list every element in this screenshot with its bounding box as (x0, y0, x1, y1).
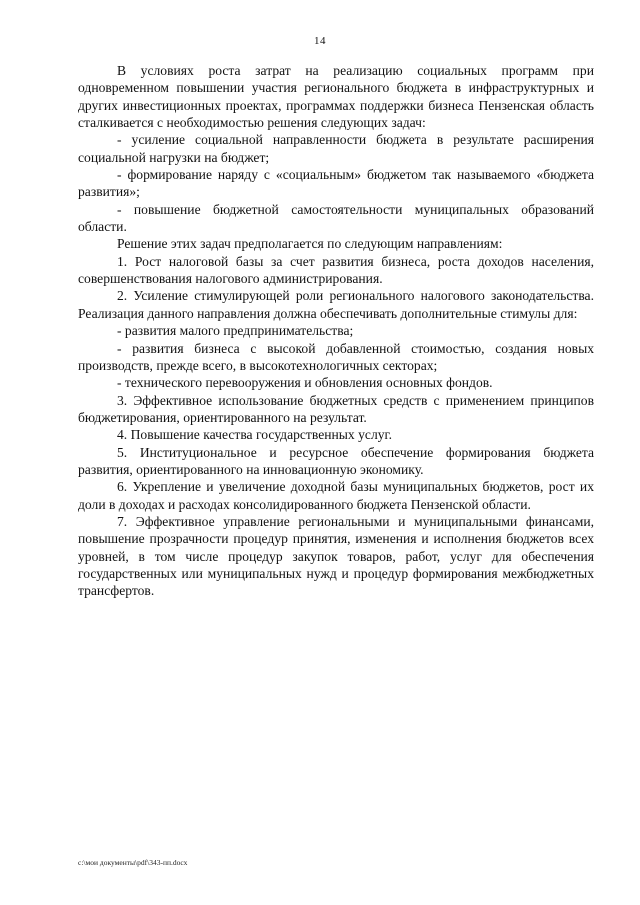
paragraph-direction-6: 6. Укрепление и увеличение доходной базы муниципальных бюджетов, рост их доли в доходах и расходах консолидированного бюджета Пензенской области. (78, 479, 594, 512)
paragraph-stimulus-2: - развития бизнеса с высокой добавленной стоимостью, создания новых производств, прежде всего, в высокотехнологичных секторах; (78, 340, 594, 373)
paragraph-directions-intro: Решение этих задач предполагается по следующим направлениям: (117, 236, 503, 252)
paragraph-direction-5: 5. Институциональное и ресурсное обеспечение формирования бюджета развития, ориентированного на инновационную экономику. (78, 444, 594, 477)
document-body (78, 62, 594, 600)
footer-file-path: c:\мои документы\pdf\343-пп.docx (78, 858, 188, 867)
paragraph-direction-1: 1. Рост налоговой базы за счет развития бизнеса, роста доходов населения, совершенствования налогового администрирования. (78, 253, 594, 287)
paragraph-direction-3: 3. Эффективное использование бюджетных средств с применением принципов бюджетирования, ориентированного на результат. (78, 392, 594, 425)
paragraph-task-1: - усиление социальной направленности бюджета в результате расширения социальной нагрузки на бюджет; (78, 132, 594, 165)
paragraph-task-2: - формирование наряду с «социальным» бюджетом так называемого «бюджета развития»; (78, 167, 594, 200)
paragraph-stimulus-3: - технического перевооружения и обновления основных фондов. (117, 375, 493, 391)
paragraph-direction-2: 2. Усиление стимулирующей роли регионального налогового законодательства. Реализация данного направления должна обеспечивать дополнительные стимулы для: (78, 288, 594, 321)
paragraph-direction-7: 7. Эффективное управление региональными и муниципальными финансами, повышение прозрачности процедур принятия, изменения и исполнения бюджетов всех уровней, в том числе процедур закупок товаров, работ, услуг для обеспечения государственных или муниципальных нужд и процедур формирования межбюджетных трансфертов. (78, 513, 594, 599)
paragraph-direction-4: 4. Повышение качества государственных услуг. (117, 427, 392, 443)
page-number: 14 (314, 35, 326, 47)
paragraph-task-3: - повышение бюджетной самостоятельности муниципальных образований области. (78, 201, 594, 235)
paragraph-stimulus-1: - развития малого предпринимательства; (117, 323, 354, 339)
paragraph-intro: В условиях роста затрат на реализацию социальных программ при одновременном повышении участия регионального бюджета в инфраструктурных и других инвестиционных проектах, программах поддержки бизнеса Пензенская область сталкивается с необходимостью решения следующих задач: (78, 63, 594, 131)
